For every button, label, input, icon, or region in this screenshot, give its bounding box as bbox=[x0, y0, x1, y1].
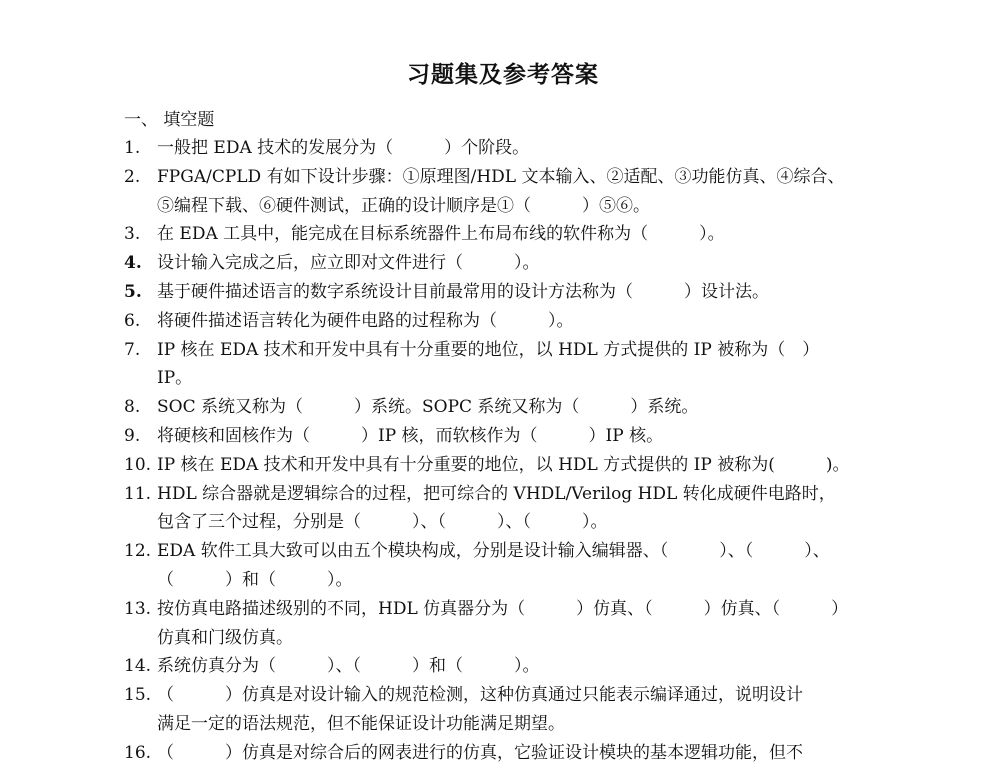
question-item bbox=[124, 652, 894, 681]
question-number: 6. bbox=[124, 310, 141, 331]
question-item bbox=[124, 336, 894, 394]
question-number: 8. bbox=[124, 397, 141, 418]
question-number: 7. bbox=[124, 339, 141, 360]
question-number: 12. bbox=[124, 541, 152, 562]
question-number: 15. bbox=[124, 685, 152, 706]
question-item bbox=[124, 249, 894, 278]
question-text-line: 将硬件描述语言转化为硬件电路的过程称为（ ）。 bbox=[157, 310, 574, 331]
question-number: 16. bbox=[124, 742, 152, 763]
question-text-line: HDL 综合器就是逻辑综合的过程，把可综合的 VHDL/Verilog HDL 转化成硬件电路时， bbox=[157, 483, 836, 504]
question-item bbox=[124, 134, 894, 163]
question-number: 11. bbox=[124, 483, 152, 504]
question-text-line: 基于硬件描述语言的数字系统设计目前最常用的设计方法称为（ ）设计法。 bbox=[157, 281, 769, 302]
section-heading: 一、 填空题 bbox=[124, 110, 215, 130]
question-text-line: FPGA/CPLD 有如下设计步骤：①原理图/HDL 文本输入、②适配、③功能仿真、④综合、 bbox=[157, 166, 845, 187]
page-title: 习题集及参考答案 bbox=[407, 62, 599, 88]
question-item bbox=[124, 681, 894, 739]
question-text-line: 在 EDA 工具中，能完成在目标系统器件上布局布线的软件称为（ ）。 bbox=[157, 224, 725, 245]
question-text-line: 一般把 EDA 技术的发展分为（ ）个阶段。 bbox=[157, 138, 530, 158]
question-text-line: 将硬核和固核作为（ ）IP 核，而软核作为（ ）IP 核。 bbox=[157, 425, 664, 446]
question-text-line: 仿真和门级仿真。 bbox=[157, 627, 293, 648]
question-text-line: 按仿真电路描述级别的不同，HDL 仿真器分为（ ）仿真、（ ）仿真、（ ） bbox=[157, 598, 849, 619]
question-number: 2. bbox=[124, 166, 141, 187]
question-text-line: 满足一定的语法规范，但不能保证设计功能满足期望。 bbox=[157, 713, 565, 734]
question-item bbox=[124, 307, 894, 336]
question-item bbox=[124, 278, 894, 307]
question-text-line: EDA 软件工具大致可以由五个模块构成，分别是设计输入编辑器、（ ）、（ ）、 bbox=[157, 541, 830, 562]
question-number: 10. bbox=[124, 454, 152, 475]
question-text-line: SOC 系统又称为（ ）系统。SOPC 系统又称为（ ）系统。 bbox=[157, 397, 699, 418]
question-text-line: 系统仿真分为（ ）、（ ）和（ ）。 bbox=[157, 656, 540, 677]
question-item bbox=[124, 451, 894, 480]
question-number: 9. bbox=[124, 425, 141, 446]
question-list bbox=[124, 134, 894, 768]
question-text-line: （ ）仿真是对设计输入的规范检测，这种仿真通过只能表示编译通过，说明设计 bbox=[157, 685, 803, 706]
question-text-line: （ ）仿真是对综合后的网表进行的仿真，它验证设计模块的基本逻辑功能，但不 bbox=[157, 742, 803, 763]
question-number: 13. bbox=[124, 598, 152, 619]
question-text-line: IP。 bbox=[157, 368, 193, 389]
question-item bbox=[124, 393, 894, 422]
question-text-line: 包含了三个过程，分别是（ ）、（ ）、（ ）。 bbox=[157, 512, 608, 533]
question-text-line: IP 核在 EDA 技术和开发中具有十分重要的地位，以 HDL 方式提供的 IP 被称为（ ） bbox=[157, 339, 820, 360]
question-item bbox=[124, 595, 894, 653]
question-text-line: （ ）和（ ）。 bbox=[157, 569, 353, 590]
question-number: 4. bbox=[124, 253, 142, 274]
question-text-line: 设计输入完成之后，应立即对文件进行（ ）。 bbox=[157, 253, 540, 274]
question-item bbox=[124, 480, 894, 538]
question-item bbox=[124, 739, 894, 768]
question-text-line: ⑤编程下载、⑥硬件测试，正确的设计顺序是①（ ）⑤⑥。 bbox=[157, 195, 650, 216]
question-item bbox=[124, 163, 894, 221]
question-item bbox=[124, 220, 894, 249]
question-item bbox=[124, 537, 894, 595]
question-number: 3. bbox=[124, 224, 141, 245]
question-item bbox=[124, 422, 894, 451]
question-number: 5. bbox=[124, 281, 142, 302]
question-number: 1. bbox=[124, 138, 141, 158]
question-number: 14. bbox=[124, 656, 152, 677]
question-text-line: IP 核在 EDA 技术和开发中具有十分重要的地位，以 HDL 方式提供的 IP 被称为( )。 bbox=[157, 454, 850, 475]
